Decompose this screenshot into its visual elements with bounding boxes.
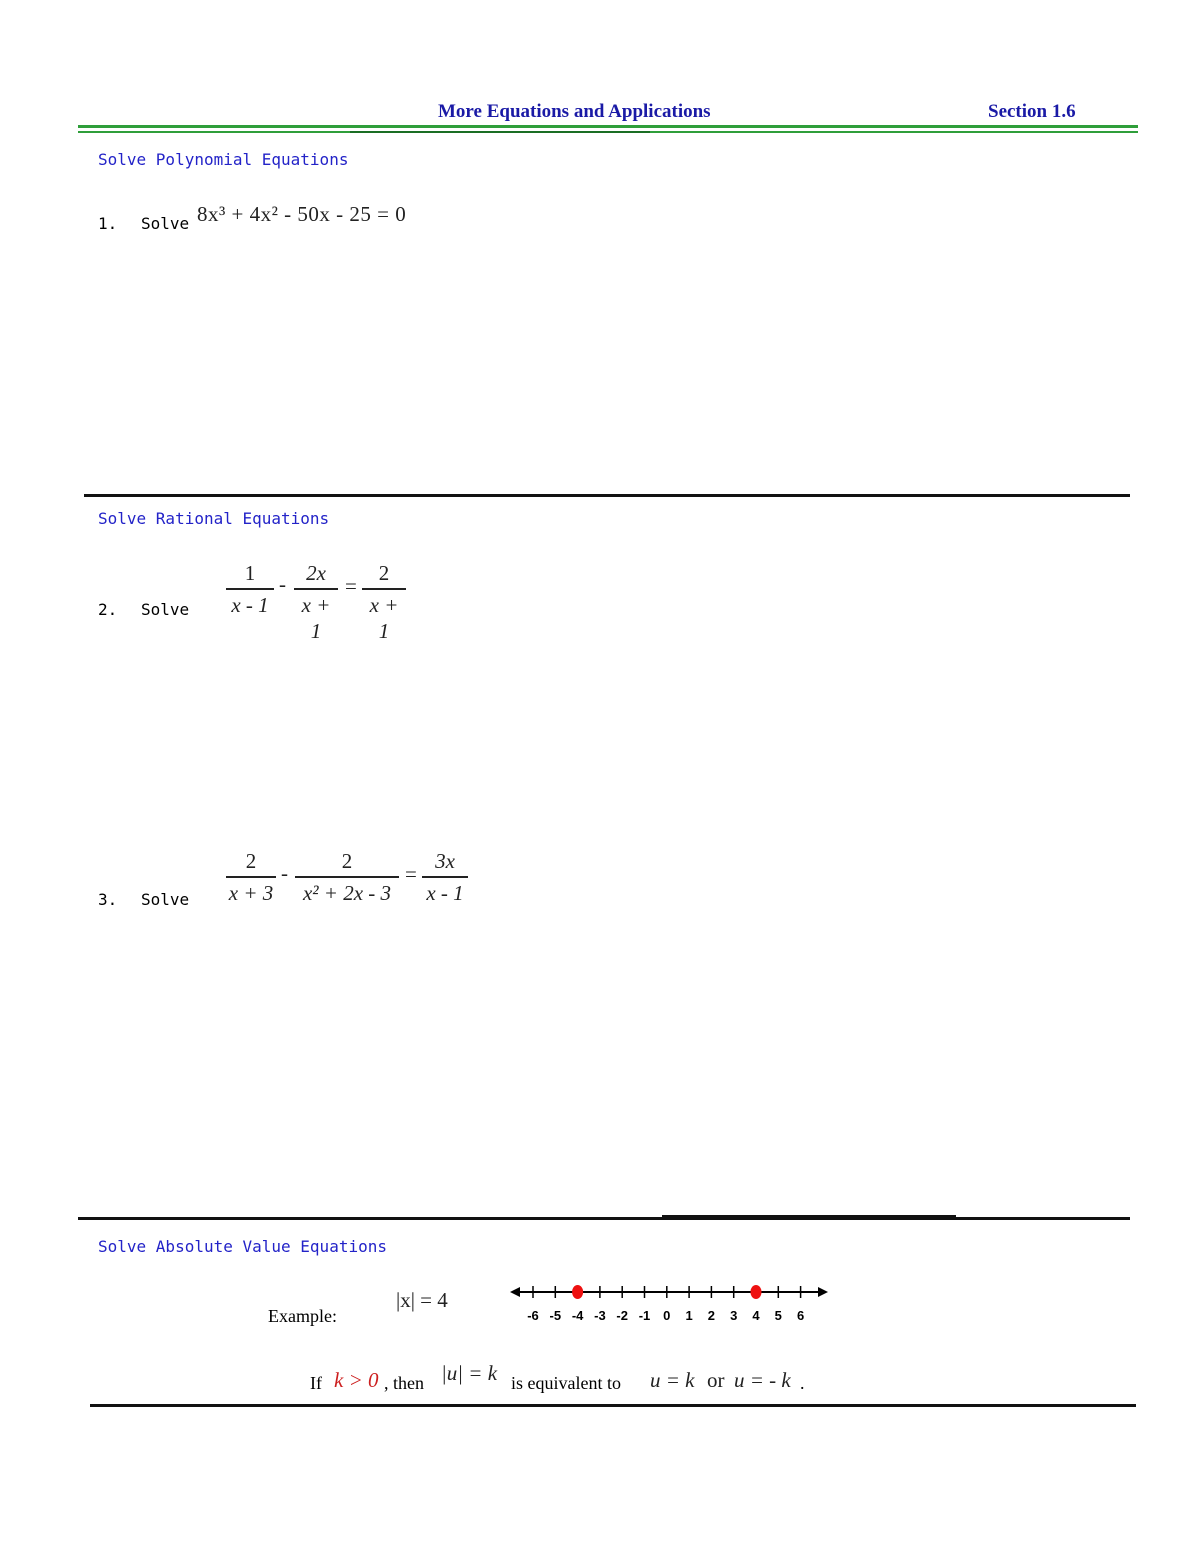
divider bbox=[78, 1217, 1130, 1220]
fraction-3c bbox=[422, 848, 468, 906]
section-heading-absolute: Solve Absolute Value Equations bbox=[98, 1237, 387, 1256]
problem-verb-2: Solve bbox=[141, 600, 190, 619]
tick-label: 3 bbox=[730, 1308, 738, 1323]
tick-label: 0 bbox=[663, 1308, 671, 1323]
rule-equation-2: u = - k bbox=[734, 1368, 791, 1392]
problem-number-1: 1. bbox=[98, 214, 118, 233]
problem-verb-3: Solve bbox=[141, 890, 190, 909]
denominator: x + 1 bbox=[301, 592, 331, 643]
rule-or: or bbox=[707, 1368, 725, 1392]
fraction-bar bbox=[422, 876, 468, 878]
fraction-bar bbox=[295, 876, 399, 878]
section-heading-polynomial: Solve Polynomial Equations bbox=[98, 150, 349, 169]
rule-then: , then bbox=[384, 1373, 424, 1393]
fraction-2c bbox=[362, 560, 406, 643]
rule-period: . bbox=[800, 1373, 805, 1393]
fraction-2b bbox=[294, 560, 338, 643]
tick-label: -3 bbox=[594, 1308, 606, 1323]
problem-verb-1: Solve bbox=[141, 214, 190, 233]
rule-condition: k > 0 bbox=[334, 1368, 379, 1392]
divider-accent bbox=[662, 1215, 956, 1217]
left-arrow-icon bbox=[510, 1287, 520, 1297]
problem-number-2: 2. bbox=[98, 600, 118, 619]
marked-point bbox=[572, 1285, 583, 1299]
fraction-bar bbox=[226, 876, 276, 878]
denominator: x - 1 bbox=[231, 592, 269, 617]
header-double-rule bbox=[78, 124, 1140, 136]
fraction-bar bbox=[226, 588, 274, 590]
marked-point bbox=[751, 1285, 762, 1299]
denominator: x + 1 bbox=[369, 592, 399, 643]
tick-label: 2 bbox=[707, 1308, 716, 1323]
page-title: More Equations and Applications bbox=[438, 101, 711, 122]
problem-number-3: 3. bbox=[98, 890, 118, 909]
fraction-3a bbox=[226, 848, 276, 906]
numerator: 2 bbox=[378, 561, 390, 585]
operator: = bbox=[405, 862, 417, 886]
tick-label: -5 bbox=[549, 1308, 562, 1323]
denominator: x + 3 bbox=[228, 880, 274, 905]
tick-label: 5 bbox=[774, 1308, 782, 1323]
tick-label: -6 bbox=[527, 1308, 539, 1323]
right-arrow-icon bbox=[818, 1287, 828, 1297]
numerator: 2 bbox=[341, 849, 353, 873]
operator: = bbox=[345, 574, 357, 598]
fraction-bar bbox=[294, 588, 338, 590]
numerator: 2x bbox=[306, 561, 326, 585]
divider bbox=[84, 494, 1130, 497]
example-equation: |x| = 4 bbox=[396, 1288, 448, 1312]
rule-abs-equation: |u| = k bbox=[441, 1361, 498, 1385]
tick-label: -1 bbox=[638, 1308, 651, 1323]
rule-equivalent: is equivalent to bbox=[511, 1373, 621, 1393]
numerator: 1 bbox=[244, 561, 256, 585]
tick-label: 6 bbox=[796, 1308, 805, 1323]
tick-label: -4 bbox=[571, 1308, 584, 1323]
tick-label: -2 bbox=[616, 1308, 628, 1323]
example-label: Example: bbox=[268, 1306, 337, 1326]
tick-label: 1 bbox=[685, 1308, 693, 1323]
section-number: Section 1.6 bbox=[988, 101, 1076, 122]
tick-label: 4 bbox=[752, 1308, 760, 1323]
operator: - bbox=[279, 572, 286, 596]
rule-equation-1: u = k bbox=[650, 1368, 695, 1392]
equation-1: 8x³ + 4x² - 50x - 25 = 0 bbox=[197, 202, 407, 226]
fraction-2a bbox=[226, 560, 274, 618]
numerator: 3x bbox=[435, 849, 455, 873]
operator: - bbox=[281, 861, 288, 885]
fraction-bar bbox=[362, 588, 406, 590]
number-line bbox=[510, 1280, 830, 1326]
denominator: x² + 2x - 3 bbox=[302, 880, 392, 905]
denominator: x - 1 bbox=[426, 880, 464, 905]
section-heading-rational: Solve Rational Equations bbox=[98, 509, 330, 528]
divider bbox=[90, 1404, 1136, 1407]
rule-if: If bbox=[310, 1373, 322, 1393]
numerator: 2 bbox=[245, 849, 257, 873]
fraction-3b bbox=[295, 848, 399, 906]
